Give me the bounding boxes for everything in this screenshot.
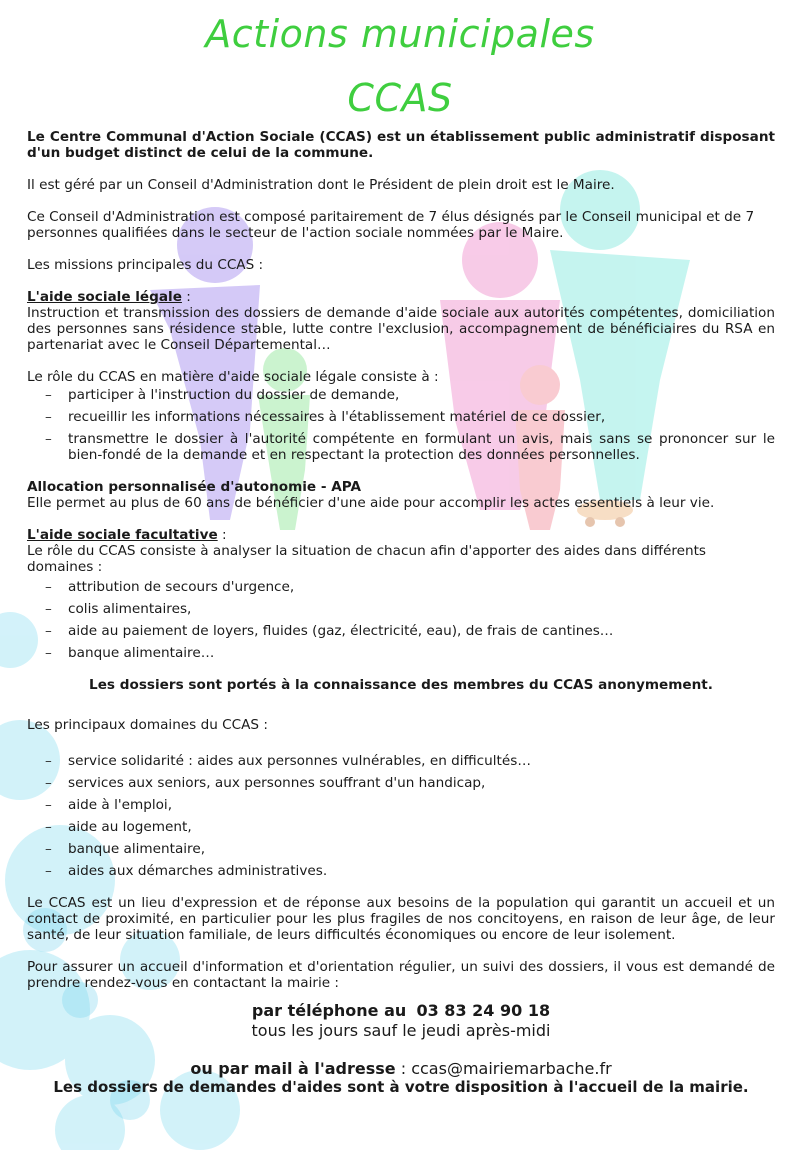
section-heading: Allocation personnalisée d'autonomie - APA: [27, 479, 362, 495]
aide-legale-role: Le rôle du CCAS en matière d'aide sociale légale consiste à :: [27, 369, 439, 385]
intro-paragraph: Le Centre Communal d'Action Sociale (CCAS) est un établissement public administratif disposant d'un budget distinct de celui de la commune.: [27, 129, 775, 161]
apa-section: [27, 479, 775, 511]
contact-block: par téléphone au 03 83 24 90 18 tous les jours sauf le jeudi après-midi ou par mail à l'adresse : ccas@mairiemarbache.fr: [27, 1001, 775, 1079]
list-item: – colis alimentaires,: [27, 601, 775, 617]
list-item: – services aux seniors, aux personnes souffrant d'un handicap,: [27, 775, 775, 791]
phone-number[interactable]: 03 83 24 90 18: [416, 1001, 551, 1020]
domaines-list: [27, 753, 775, 879]
list-item: – service solidarité : aides aux personnes vulnérables, en difficultés…: [27, 753, 775, 769]
list-item: – participer à l'instruction du dossier de demande,: [27, 387, 775, 403]
aide-facultative-section: L'aide sociale facultative : Le rôle du CCAS consiste à analyser la situation de chacun afin d'apporter des aides dans différents domaines : – attribution de secours d'urgence, – colis alimentaires, – aide au paiement de loyers, fluides (gaz, électricité, eau), de frais de cantines… – banque alimentaire…: [27, 527, 775, 661]
phone-label: par téléphone au: [251, 1001, 407, 1020]
section-heading: Les principaux domaines du CCAS :: [27, 717, 268, 733]
apa-text: Elle permet au plus de 60 ans de bénéficier d'une aide pour accomplir les actes essentiels à leur vie.: [27, 495, 715, 511]
missions-intro: Les missions principales du CCAS :: [27, 257, 264, 273]
mail-label: ou par mail à l'adresse: [190, 1059, 396, 1078]
document-body: [27, 129, 775, 1095]
page-title: Actions municipales: [205, 12, 595, 56]
list-item: – banque alimentaire,: [27, 841, 775, 857]
list-item: – recueillir les informations nécessaires à l'établissement matériel de ce dossier,: [27, 409, 775, 425]
anonymat-note: Les dossiers sont portés à la connaissance des membres du CCAS anonymement.: [89, 677, 713, 693]
aide-facultative-text: Le rôle du CCAS consiste à analyser la situation de chacun afin d'apporter des aides dans différents domaines :: [27, 543, 707, 575]
aide-legale-list: [27, 387, 775, 463]
conseil-paragraph: Ce Conseil d'Administration est composé paritairement de 7 élus désignés par le Conseil municipal et de 7 personnes qualifiées dans le secteur de l'action sociale nommées par le Maire.: [27, 209, 755, 241]
list-item: – attribution de secours d'urgence,: [27, 579, 775, 595]
list-item: – aide au logement,: [27, 819, 775, 835]
list-item: – aide à l'emploi,: [27, 797, 775, 813]
rdv-paragraph: Pour assurer un accueil d'information et d'orientation régulier, un suivi des dossiers, il vous est demandé de prendre rendez-vous en contactant la mairie :: [27, 959, 775, 991]
list-item: – aide au paiement de loyers, fluides (gaz, électricité, eau), de frais de cantines…: [27, 623, 775, 639]
lieu-paragraph: Le CCAS est un lieu d'expression et de réponse aux besoins de la population qui garantit un accueil et un contact de proximité, en particulier pour les plus fragiles de nos concitoyens, en raison de leur âge, de leur santé, de leur situation familiale, de leurs difficultés économiques ou encore de leur isolement.: [27, 895, 775, 943]
list-item: – transmettre le dossier à l'autorité compétente en formulant un avis, mais sans se prononcer sur le bien-fondé de la demande et en respectant la protection des données personnelles.: [27, 431, 775, 463]
aide-legale-text: Instruction et transmission des dossiers de demande d'aide sociale aux autorités compétentes, domiciliation des personnes sans résidence stable, lutte contre l'exclusion, accompagnement de bénéficiaires du RSA en partenariat avec le Conseil Départemental…: [27, 305, 775, 353]
gestion-paragraph: Il est géré par un Conseil d'Administration dont le Président de plein droit est le Maire.: [27, 177, 615, 193]
opening-hours: tous les jours sauf le jeudi après-midi: [251, 1021, 551, 1040]
email-link[interactable]: ccas@mairiemarbache.fr: [411, 1059, 612, 1078]
list-item: – banque alimentaire…: [27, 645, 775, 661]
page-subtitle: CCAS: [347, 76, 453, 120]
list-item: – aides aux démarches administratives.: [27, 863, 775, 879]
section-heading: L'aide sociale facultative: [27, 527, 218, 543]
final-note: Les dossiers de demandes d'aides sont à votre disposition à l'accueil de la mairie.: [53, 1078, 749, 1096]
domaines-section: [27, 717, 775, 879]
section-heading: L'aide sociale légale: [27, 289, 182, 305]
aide-facultative-list: [27, 579, 775, 661]
aide-legale-section: L'aide sociale légale : Instruction et transmission des dossiers de demande d'aide sociale aux autorités compétentes, domiciliation des personnes sans résidence stable, lutte contre l'exclusion, accompagnement de bénéficiaires du RSA en partenariat avec le Conseil Départemental… Le rôle du CCAS en matière d'aide sociale légale consiste à : – participer à l'instruction du dossier de demande, – recueillir les informations nécessaires à l'établissement matériel de ce dossier, – transmettre le dossier à l'autorité compétente en formulant un avis, mais sans se prononcer sur le bien-fondé de la demande et en respectant la protection des données personnelles.: [27, 289, 775, 463]
